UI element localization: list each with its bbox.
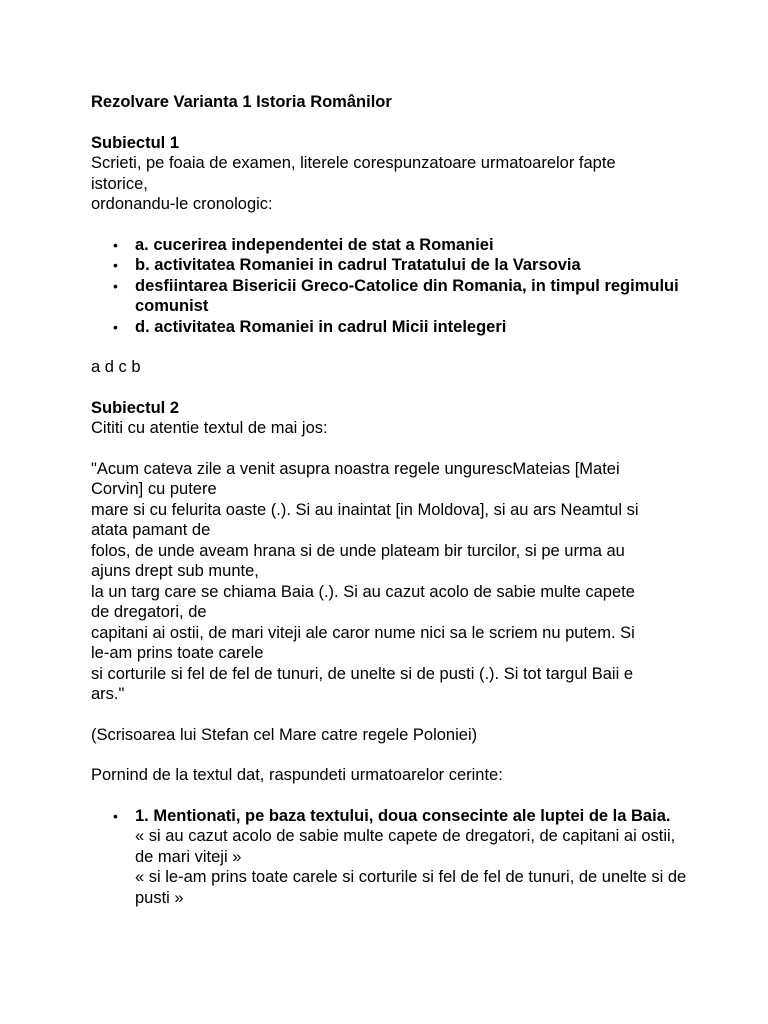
quote-line: capitani ai ostii, de mari viteji ale caror nume nici sa le scriem nu putem. Si xyxy=(91,623,635,642)
quote-line: le-am prins toate carele xyxy=(91,644,264,662)
instruction-line: Scrieti, pe foaia de examen, literele corespunzatoare urmatoarelor fapte xyxy=(91,154,616,172)
quote-line: ajuns drept sub munte, xyxy=(91,562,259,580)
historical-quote xyxy=(91,459,691,705)
subject-2-intro xyxy=(91,398,691,439)
list-item: • desfiintarea Bisericii Greco-Catolice din Romania, in timpul regimului comunist xyxy=(135,276,691,317)
task-question: • 1. Mentionati, pe baza textului, doua consecinte ale luptei de la Baia. xyxy=(135,806,671,825)
subject-2-prompt: Pornind de la textul dat, raspundeti urmatoarelor cerinte: xyxy=(91,766,503,784)
list-item: • d. activitatea Romaniei in cadrul Micii intelegeri xyxy=(135,317,691,338)
quote-line: folos, de unde aveam hrana si de unde plateam bir turcilor, si pe urma au xyxy=(91,541,625,560)
task-item xyxy=(135,806,691,909)
quote-line: de dregatori, de xyxy=(91,603,207,621)
list-item: • a. cucerirea independentei de stat a Romaniei xyxy=(135,235,691,256)
subject-1-heading: Subiectul 1 xyxy=(91,133,180,152)
subject-1-answer: a d c b xyxy=(91,358,141,376)
quote-source: (Scrisoarea lui Stefan cel Mare catre regele Poloniei) xyxy=(91,725,478,744)
quote-line: Corvin] cu putere xyxy=(91,480,217,498)
quote-line: "Acum cateva zile a venit asupra noastra regele ungurescMateias [Matei xyxy=(91,459,620,478)
quote-line: la un targ care se chiama Baia (.). Si au cazut acolo de sabie multe capete xyxy=(91,582,635,601)
subject-2-instruction: Cititi cu atentie textul de mai jos: xyxy=(91,419,328,437)
document-page xyxy=(91,92,691,928)
document-title: Rezolvare Varianta 1 Istoria Românilor xyxy=(91,93,392,111)
task-answer-quote: « si au cazut acolo de sabie multe capete de dregatori, de capitani ai ostii, de mari viteji » xyxy=(135,827,676,866)
quote-line: atata pamant de xyxy=(91,521,211,539)
list-item: • b. activitatea Romaniei in cadrul Tratatului de la Varsovia xyxy=(135,255,691,276)
subject-2-task-list xyxy=(91,806,691,909)
quote-line: mare si cu felurita oaste (.). Si au inaintat [in Moldova], si au ars Neamtul si xyxy=(91,500,639,519)
instruction-line: ordonandu-le cronologic: xyxy=(91,195,273,213)
subject-1-intro xyxy=(91,133,691,215)
task-answer-quote: « si le-am prins toate carele si corturile si fel de fel de tunuri, de unelte si de pusti » xyxy=(135,868,687,907)
instruction-line: istorice, xyxy=(91,174,148,193)
subject-2-heading: Subiectul 2 xyxy=(91,398,180,417)
quote-line: ars." xyxy=(91,685,125,703)
quote-line: si corturile si fel de fel de tunuri, de unelte si de pusti (.). Si tot targul Baii e xyxy=(91,664,634,683)
subject-1-list xyxy=(91,235,691,338)
